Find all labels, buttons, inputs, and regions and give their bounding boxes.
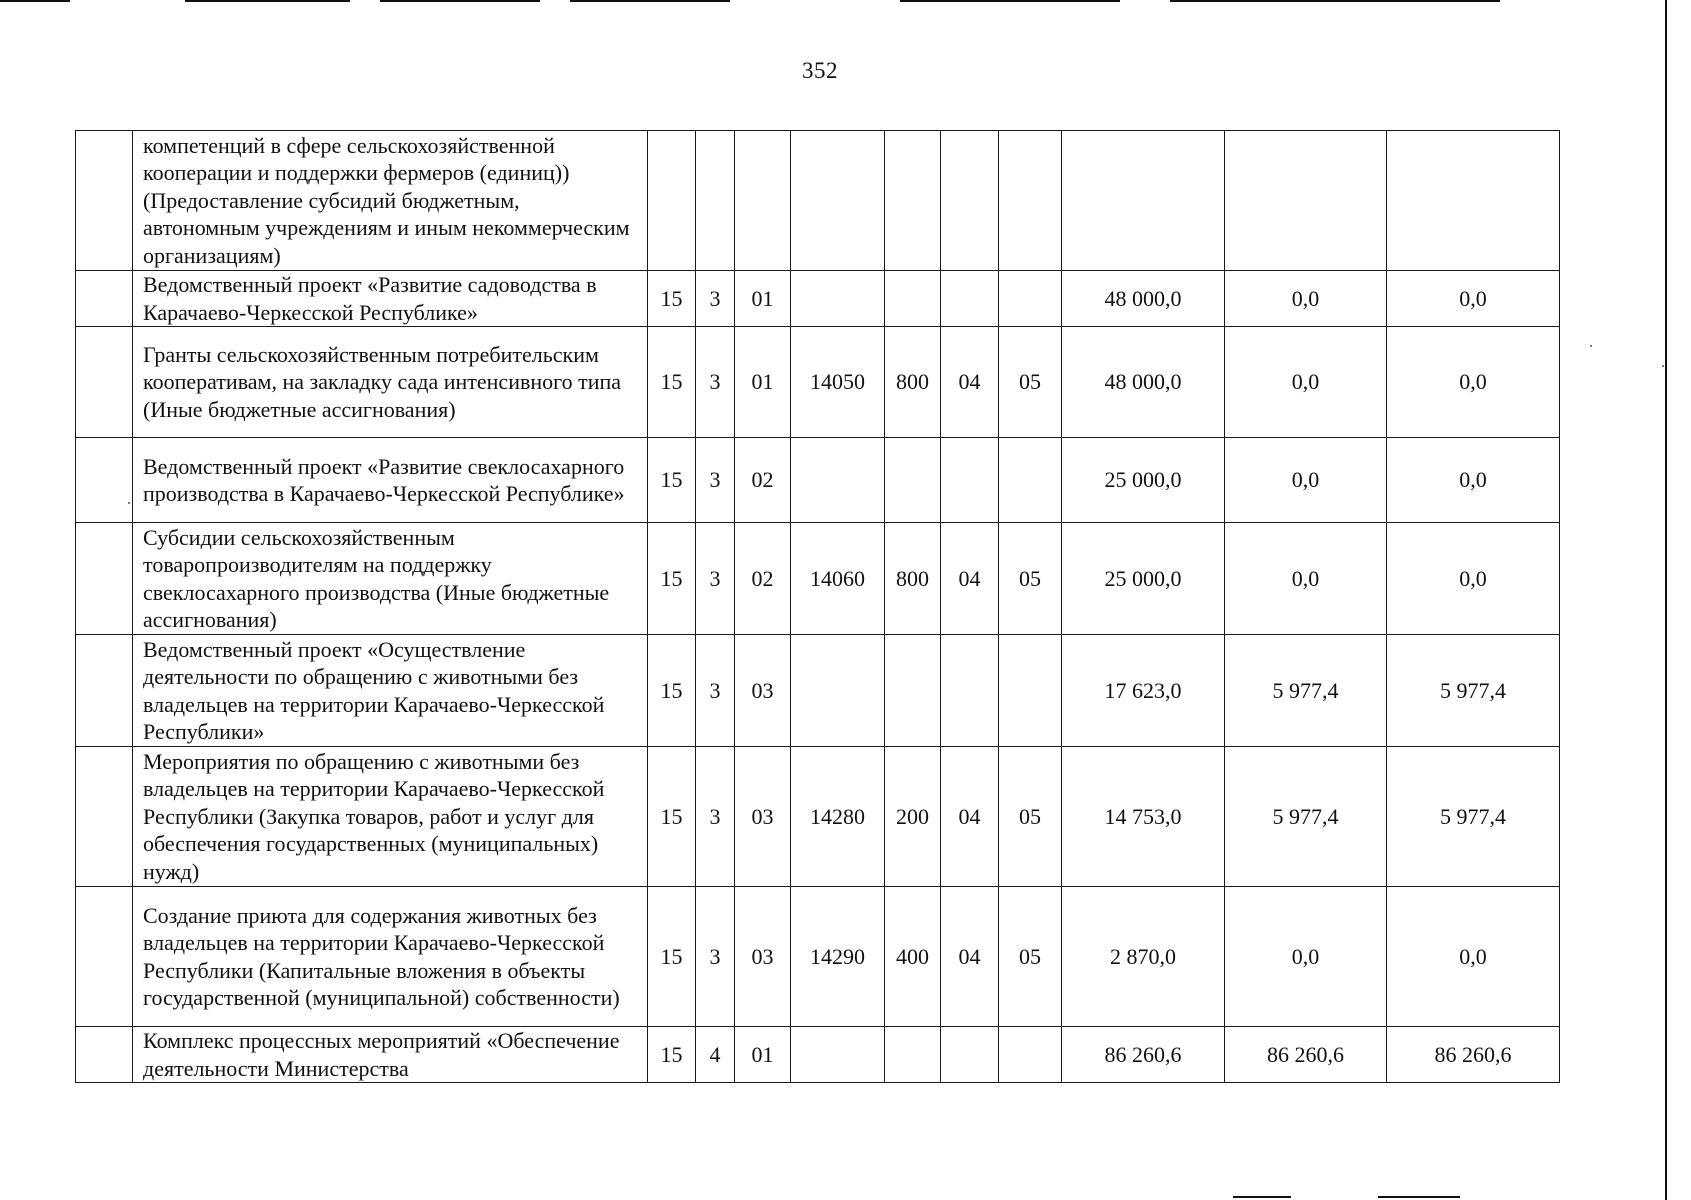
- code-cell: 800: [885, 523, 941, 635]
- code-cell: 01: [735, 1027, 791, 1083]
- scan-rule-top-4: [570, 0, 730, 2]
- amount-cell: 48 000,0: [1062, 327, 1225, 438]
- amount-cell: 0,0: [1387, 887, 1560, 1027]
- scan-speck: [1590, 345, 1592, 347]
- amount-cell: [1225, 131, 1387, 271]
- table-row: [76, 635, 1560, 747]
- code-cell: 15: [648, 438, 696, 523]
- amount-cell: 0,0: [1225, 887, 1387, 1027]
- table-row: [76, 1027, 1560, 1083]
- row-description: Мероприятия по обращению с животными без владельцев на территории Карачаево-Черкесской Республики (Закупка товаров, работ и услуг для обеспечения государственных (муниципальных) нужд): [133, 747, 648, 887]
- amount-cell: [1387, 131, 1560, 271]
- code-cell: 01: [735, 327, 791, 438]
- amount-cell: 5 977,4: [1225, 747, 1387, 887]
- code-cell: [648, 131, 696, 271]
- code-cell: 15: [648, 747, 696, 887]
- amount-cell: 86 260,6: [1225, 1027, 1387, 1083]
- code-cell: 14290: [791, 887, 885, 1027]
- code-cell: [791, 1027, 885, 1083]
- table-row: [76, 523, 1560, 635]
- code-cell: 3: [696, 635, 735, 747]
- amount-cell: 0,0: [1387, 438, 1560, 523]
- amount-cell: 0,0: [1387, 523, 1560, 635]
- row-description: Ведомственный проект «Развитие свеклосахарного производства в Карачаево-Черкесской Республике»: [133, 438, 648, 523]
- page-number: 352: [802, 58, 838, 83]
- code-cell: 04: [941, 887, 999, 1027]
- amount-cell: 0,0: [1387, 271, 1560, 327]
- code-cell: [885, 271, 941, 327]
- code-cell: 3: [696, 523, 735, 635]
- amount-cell: 14 753,0: [1062, 747, 1225, 887]
- code-cell: 03: [735, 887, 791, 1027]
- code-cell: 400: [885, 887, 941, 1027]
- code-cell: 05: [999, 747, 1062, 887]
- row-index-cell: [76, 747, 133, 887]
- code-cell: 02: [735, 523, 791, 635]
- amount-cell: 86 260,6: [1387, 1027, 1560, 1083]
- code-cell: 15: [648, 271, 696, 327]
- code-cell: 15: [648, 887, 696, 1027]
- row-description: компетенций в сфере сельскохозяйственной кооперации и поддержки фермеров (единиц)) (Предоставление субсидий бюджетным, автономным учреждениям и иным некоммерческим организациям): [133, 131, 648, 271]
- amount-cell: 48 000,0: [1062, 271, 1225, 327]
- scan-rule-top-1: [0, 0, 70, 2]
- budget-table: [75, 130, 1560, 1083]
- code-cell: [941, 1027, 999, 1083]
- code-cell: [999, 271, 1062, 327]
- table-row: [76, 887, 1560, 1027]
- scan-rule-top-5: [900, 0, 1120, 2]
- code-cell: [941, 131, 999, 271]
- code-cell: 05: [999, 327, 1062, 438]
- code-cell: 15: [648, 635, 696, 747]
- row-index-cell: [76, 438, 133, 523]
- table-row: [76, 271, 1560, 327]
- row-description: Ведомственный проект «Развитие садоводства в Карачаево-Черкесской Республике»: [133, 271, 648, 327]
- code-cell: 3: [696, 887, 735, 1027]
- code-cell: [696, 131, 735, 271]
- table-row: [76, 131, 1560, 271]
- amount-cell: 5 977,4: [1387, 635, 1560, 747]
- scan-speck: [1662, 365, 1664, 367]
- code-cell: [941, 635, 999, 747]
- row-description: Комплекс процессных мероприятий «Обеспечение деятельности Министерства: [133, 1027, 648, 1083]
- amount-cell: 86 260,6: [1062, 1027, 1225, 1083]
- code-cell: [791, 438, 885, 523]
- amount-cell: 17 623,0: [1062, 635, 1225, 747]
- amount-cell: 0,0: [1225, 327, 1387, 438]
- code-cell: [999, 438, 1062, 523]
- row-index-cell: [76, 523, 133, 635]
- code-cell: [999, 1027, 1062, 1083]
- code-cell: 3: [696, 327, 735, 438]
- scan-rule-top-6: [1170, 0, 1500, 2]
- code-cell: 01: [735, 271, 791, 327]
- code-cell: [885, 131, 941, 271]
- amount-cell: [1062, 131, 1225, 271]
- table-row: [76, 747, 1560, 887]
- code-cell: 4: [696, 1027, 735, 1083]
- amount-cell: 0,0: [1387, 327, 1560, 438]
- code-cell: 15: [648, 523, 696, 635]
- row-index-cell: [76, 887, 133, 1027]
- row-description: Создание приюта для содержания животных без владельцев на территории Карачаево-Черкесской Республики (Капитальные вложения в объекты государственной (муниципальной) собственности): [133, 887, 648, 1027]
- scan-mark-bottom-2: [1378, 1196, 1460, 1198]
- page-edge-right: [1665, 0, 1667, 1200]
- scan-mark-bottom-1: [1233, 1196, 1291, 1198]
- row-description: Гранты сельскохозяйственным потребительским кооперативам, на закладку сада интенсивного типа (Иные бюджетные ассигнования): [133, 327, 648, 438]
- amount-cell: 5 977,4: [1387, 747, 1560, 887]
- code-cell: [885, 438, 941, 523]
- row-description: Ведомственный проект «Осуществление деятельности по обращению с животными без владельцев на территории Карачаево-Черкесской Республики»: [133, 635, 648, 747]
- table-body: [76, 131, 1560, 1083]
- amount-cell: 2 870,0: [1062, 887, 1225, 1027]
- row-index-cell: [76, 327, 133, 438]
- row-description: Субсидии сельскохозяйственным товаропроизводителям на поддержку свеклосахарного производства (Иные бюджетные ассигнования): [133, 523, 648, 635]
- code-cell: 15: [648, 327, 696, 438]
- code-cell: 02: [735, 438, 791, 523]
- code-cell: [941, 438, 999, 523]
- amount-cell: 0,0: [1225, 523, 1387, 635]
- code-cell: 15: [648, 1027, 696, 1083]
- row-index-cell: [76, 1027, 133, 1083]
- code-cell: [885, 1027, 941, 1083]
- code-cell: 04: [941, 747, 999, 887]
- code-cell: 14050: [791, 327, 885, 438]
- code-cell: [885, 635, 941, 747]
- code-cell: [999, 635, 1062, 747]
- amount-cell: 0,0: [1225, 438, 1387, 523]
- code-cell: 04: [941, 523, 999, 635]
- table-row: [76, 438, 1560, 523]
- code-cell: [791, 635, 885, 747]
- code-cell: 3: [696, 271, 735, 327]
- code-cell: 03: [735, 747, 791, 887]
- code-cell: 05: [999, 523, 1062, 635]
- code-cell: 05: [999, 887, 1062, 1027]
- amount-cell: 25 000,0: [1062, 523, 1225, 635]
- code-cell: [941, 271, 999, 327]
- code-cell: 03: [735, 635, 791, 747]
- code-cell: [791, 271, 885, 327]
- amount-cell: 0,0: [1225, 271, 1387, 327]
- code-cell: 14280: [791, 747, 885, 887]
- row-index-cell: [76, 131, 133, 271]
- code-cell: 200: [885, 747, 941, 887]
- code-cell: [791, 131, 885, 271]
- code-cell: 3: [696, 747, 735, 887]
- code-cell: 800: [885, 327, 941, 438]
- code-cell: [735, 131, 791, 271]
- code-cell: [999, 131, 1062, 271]
- code-cell: 3: [696, 438, 735, 523]
- code-cell: 04: [941, 327, 999, 438]
- code-cell: 14060: [791, 523, 885, 635]
- row-index-cell: [76, 635, 133, 747]
- scan-rule-top-2: [185, 0, 350, 2]
- amount-cell: 25 000,0: [1062, 438, 1225, 523]
- row-index-cell: [76, 271, 133, 327]
- amount-cell: 5 977,4: [1225, 635, 1387, 747]
- scan-rule-top-3: [380, 0, 540, 2]
- table-row: [76, 327, 1560, 438]
